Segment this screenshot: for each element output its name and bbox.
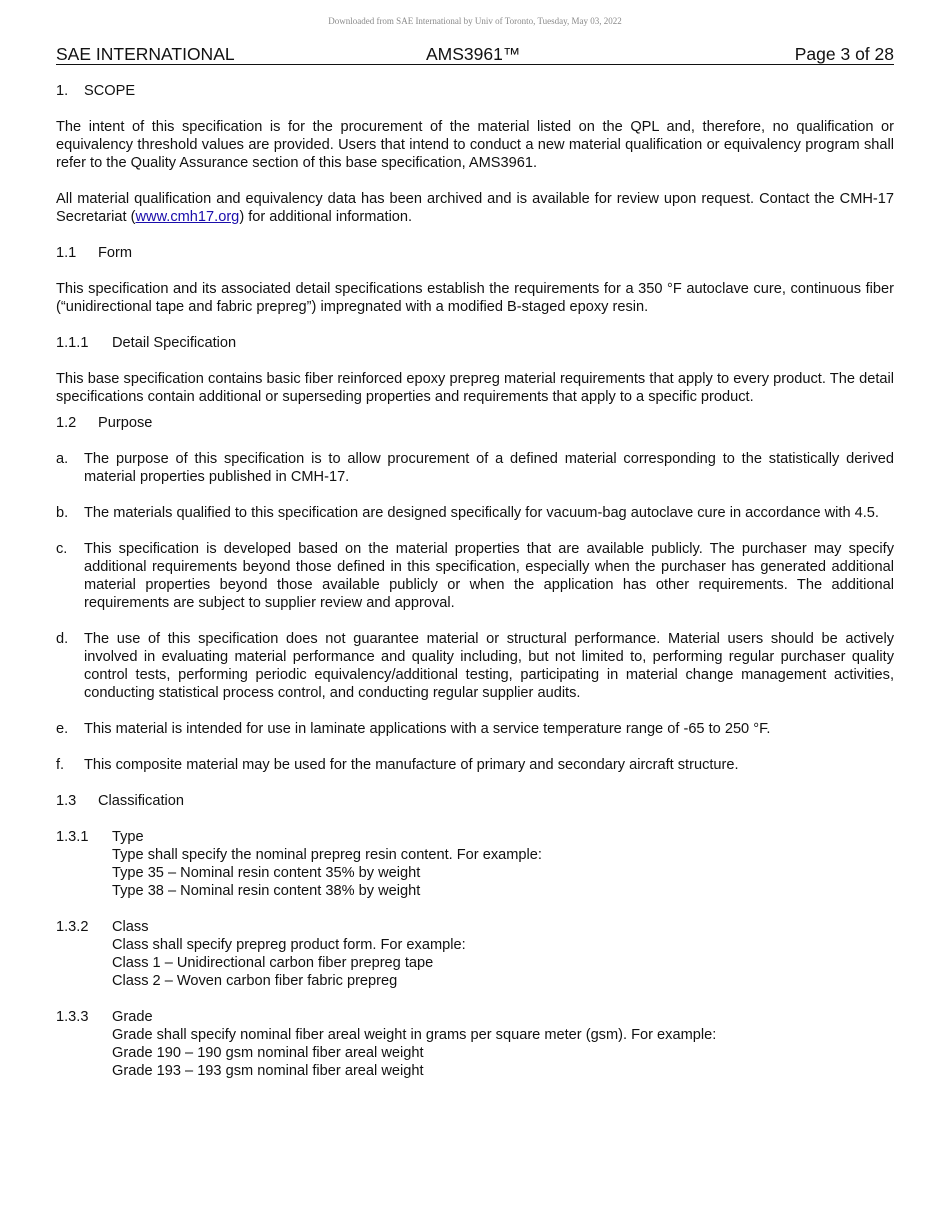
section-number: 1.3.3 xyxy=(56,1009,89,1025)
section-scope-heading xyxy=(56,82,894,100)
purpose-item-f xyxy=(56,756,894,774)
section-number: 1.3.2 xyxy=(56,919,89,935)
subsection-title: Class xyxy=(112,919,149,935)
section-title: Purpose xyxy=(98,415,153,431)
list-marker: c. xyxy=(56,541,68,557)
section-number: 1.3.1 xyxy=(56,829,89,845)
grade-line-3: Grade 193 – 193 gsm nominal fiber areal weight xyxy=(112,1063,424,1079)
list-text: This material is intended for use in laminate applications with a service temperature range of -65 to 250 °F. xyxy=(84,721,771,737)
section-form-heading xyxy=(56,244,894,262)
purpose-item-c xyxy=(56,540,894,612)
section-detail-heading xyxy=(56,334,894,352)
purpose-item-d xyxy=(56,630,894,702)
type-line-2: Type 35 – Nominal resin content 35% by weight xyxy=(112,865,421,881)
section-classification-heading xyxy=(56,792,894,810)
section-title: Detail Specification xyxy=(112,335,237,351)
list-marker: a. xyxy=(56,451,69,467)
list-text: This specification is developed based on the material properties that are available publicly. The purchaser may specify additional requirements beyond those defined in this specification, especially when the purchaser has generated additional material properties beyond those available publicly or when the application has other requirements. The additional requirements are subject to supplier review and approval. xyxy=(84,541,894,611)
subsection-title: Grade xyxy=(112,1009,153,1025)
list-marker: b. xyxy=(56,505,69,521)
classification-grade xyxy=(56,1008,894,1080)
subsection-title: Type xyxy=(112,829,144,845)
list-marker: f. xyxy=(56,757,65,773)
section-number: 1.2 xyxy=(56,415,77,431)
purpose-item-b xyxy=(56,504,894,522)
section-title: Form xyxy=(98,245,133,261)
scope-paragraph-2-start: All material qualification and equivalency data has been archived and is available for review upon request. Contact the CMH-17 Secretariat ( xyxy=(56,191,894,225)
scope-paragraph-1: The intent of this specification is for the procurement of the material listed on the QPL and, therefore, no qualification or equivalency threshold values are provided. Users that intend to conduct a new material qualification or equivalency program shall refer to the Quality Assurance section of this base specification, AMS3961. xyxy=(56,119,894,171)
section-title: Classification xyxy=(98,793,184,809)
section-title: SCOPE xyxy=(84,83,136,99)
class-line-2: Class 1 – Unidirectional carbon fiber prepreg tape xyxy=(112,955,434,971)
detail-paragraph: This base specification contains basic fiber reinforced epoxy prepreg material requirements that apply to every product. The detail specifications contain additional or superseding properties and requirements that apply to a specific product. xyxy=(56,371,894,405)
classification-type xyxy=(56,828,894,900)
list-text: The materials qualified to this specification are designed specifically for vacuum-bag autoclave cure in accordance with 4.5. xyxy=(84,505,879,521)
document-body xyxy=(56,82,894,1080)
purpose-item-e xyxy=(56,720,894,738)
section-number: 1.1.1 xyxy=(56,335,89,351)
class-line-1: Class shall specify prepreg product form. For example: xyxy=(112,937,466,953)
class-line-3: Class 2 – Woven carbon fiber fabric prepreg xyxy=(112,973,398,989)
section-number: 1. xyxy=(56,83,69,99)
page-header xyxy=(56,44,894,65)
grade-line-1: Grade shall specify nominal fiber areal weight in grams per square meter (gsm). For example: xyxy=(112,1027,717,1043)
header-publisher: SAE INTERNATIONAL xyxy=(56,44,235,64)
type-line-3: Type 38 – Nominal resin content 38% by weight xyxy=(112,883,421,899)
scope-paragraph-2 xyxy=(56,190,894,226)
cmh17-link[interactable]: www.cmh17.org xyxy=(135,209,240,225)
form-paragraph: This specification and its associated detail specifications establish the requirements for a 350 °F autoclave cure, continuous fiber (“unidirectional tape and fabric prepreg”) impregnated with a modified B-staged epoxy resin. xyxy=(56,281,894,315)
list-marker: e. xyxy=(56,721,69,737)
section-purpose-heading xyxy=(56,414,894,432)
header-document-id: AMS3961™ xyxy=(426,44,521,64)
type-line-1: Type shall specify the nominal prepreg resin content. For example: xyxy=(112,847,542,863)
classification-class xyxy=(56,918,894,990)
section-number: 1.3 xyxy=(56,793,77,809)
list-text: This composite material may be used for the manufacture of primary and secondary aircraft structure. xyxy=(84,757,739,773)
scope-paragraph-2-end: ) for additional information. xyxy=(239,209,413,225)
download-watermark: Downloaded from SAE International by Univ of Toronto, Tuesday, May 03, 2022 xyxy=(328,16,622,26)
section-number: 1.1 xyxy=(56,245,77,261)
header-page-number: Page 3 of 28 xyxy=(794,44,894,64)
list-text: The purpose of this specification is to allow procurement of a defined material corresponding to the statistically derived material properties published in CMH-17. xyxy=(84,451,894,485)
list-text: The use of this specification does not guarantee material or structural performance. Material users should be actively involved in evaluating material performance and quality including, but not limited to, performing regular purchaser quality control tests, performing periodic equivalency/additional testing, participating in material change management activities, conducting statistical process control, and conducting regular supplier audits. xyxy=(84,631,894,701)
grade-line-2: Grade 190 – 190 gsm nominal fiber areal weight xyxy=(112,1045,424,1061)
purpose-item-a xyxy=(56,450,894,486)
list-marker: d. xyxy=(56,631,69,647)
